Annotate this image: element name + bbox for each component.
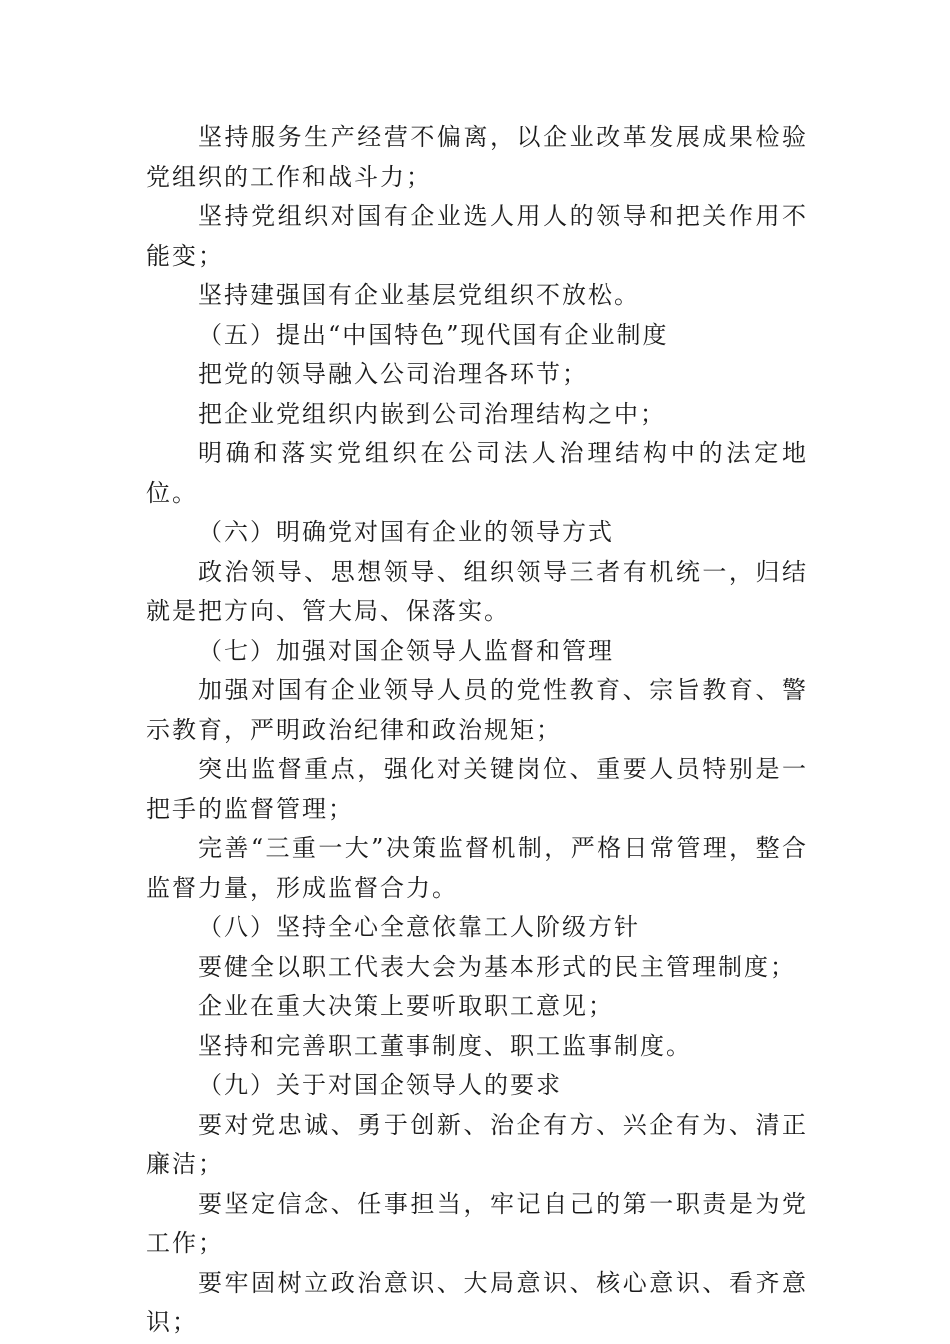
paragraph-20: 要坚定信念、任事担当，牢记自己的第一职责是为党工作；: [146, 1189, 808, 1257]
paragraph-9: 政治领导、思想领导、组织领导三者有机统一，归结就是把方向、管大局、保落实。: [146, 557, 808, 625]
paragraph-16: 企业在重大决策上要听取职工意见；: [198, 992, 614, 1020]
paragraph-1: 坚持服务生产经营不偏离，以企业改革发展成果检验党组织的工作和战斗力；: [146, 123, 808, 191]
paragraph-5: 把党的领导融入公司治理各环节；: [198, 360, 588, 388]
section-heading-5: （五）提出“中国特色”现代国有企业制度: [198, 320, 669, 349]
section-heading-7: （七）加强对国企领导人监督和管理: [198, 636, 614, 665]
paragraph-12: 突出监督重点，强化对关键岗位、重要人员特别是一把手的监督管理；: [146, 755, 808, 823]
document-body: [146, 118, 808, 1343]
section-heading-9: （九）关于对国企领导人的要求: [198, 1071, 562, 1099]
paragraph-13: 完善“三重一大”决策监督机制，严格日常管理，整合监督力量，形成监督合力。: [146, 834, 808, 902]
paragraph-11: 加强对国有企业领导人员的党性教育、宗旨教育、警示教育，严明政治纪律和政治规矩；: [146, 676, 808, 744]
paragraph-17: 坚持和完善职工董事制度、职工监事制度。: [198, 1031, 692, 1060]
paragraph-15: 要健全以职工代表大会为基本形式的民主管理制度；: [198, 952, 796, 981]
paragraph-7: 明确和落实党组织在公司法人治理结构中的法定地位。: [146, 439, 808, 507]
paragraph-21: 要牢固树立政治意识、大局意识、核心意识、看齐意识；: [146, 1268, 808, 1336]
paragraph-2: 坚持党组织对国有企业选人用人的领导和把关作用不能变；: [146, 202, 808, 270]
paragraph-6: 把企业党组织内嵌到公司治理结构之中；: [198, 399, 666, 428]
paragraph-3: 坚持建强国有企业基层党组织不放松。: [198, 281, 640, 309]
section-heading-6: （六）明确党对国有企业的领导方式: [198, 518, 614, 546]
paragraph-19: 要对党忠诚、勇于创新、治企有方、兴企有为、清正廉洁；: [146, 1110, 808, 1178]
section-heading-8: （八）坚持全心全意依靠工人阶级方针: [198, 913, 640, 941]
